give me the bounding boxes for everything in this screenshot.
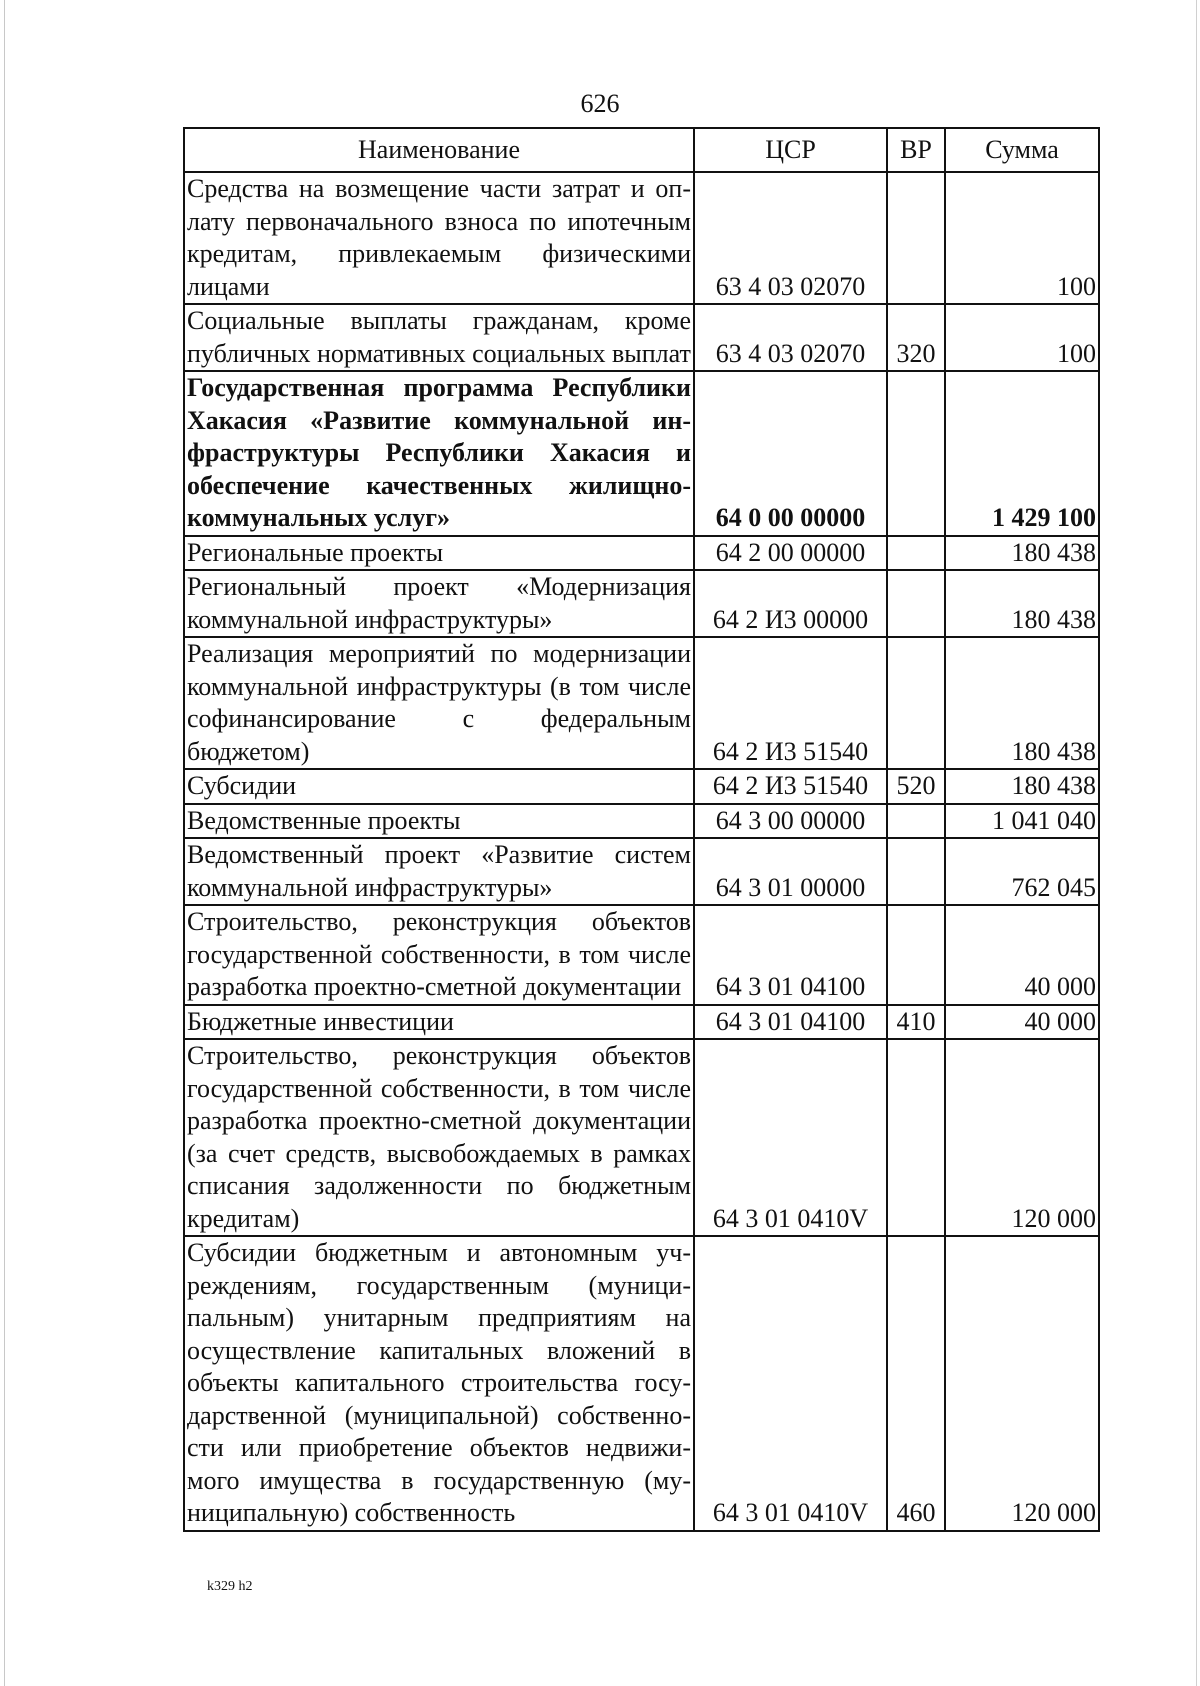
cell-csr: 64 3 01 04100 — [694, 905, 887, 1005]
cell-vr — [887, 1039, 945, 1236]
cell-sum: 120 000 — [945, 1236, 1099, 1531]
cell-vr — [887, 536, 945, 571]
cell-sum: 180 438 — [945, 769, 1099, 804]
cell-csr: 64 2 00 00000 — [694, 536, 887, 571]
header-row — [184, 128, 1099, 172]
cell-vr — [887, 905, 945, 1005]
table-row — [184, 371, 1099, 536]
cell-csr: 63 4 03 02070 — [694, 304, 887, 371]
footer-code: k329 h2 — [207, 1579, 253, 1594]
cell-csr: 64 3 01 0410V — [694, 1236, 887, 1531]
table-row — [184, 838, 1099, 905]
table-row — [184, 804, 1099, 839]
cell-vr — [887, 838, 945, 905]
header-name: Наименование — [184, 128, 694, 172]
cell-vr — [887, 172, 945, 304]
cell-sum: 180 438 — [945, 570, 1099, 637]
cell-sum: 100 — [945, 304, 1099, 371]
cell-csr: 64 0 00 00000 — [694, 371, 887, 536]
cell-vr: 410 — [887, 1005, 945, 1040]
page-number: 626 — [580, 89, 620, 118]
table-row — [184, 304, 1099, 371]
table-row — [184, 570, 1099, 637]
cell-sum: 1 041 040 — [945, 804, 1099, 839]
budget-table — [183, 127, 1100, 1532]
table-row — [184, 1236, 1099, 1531]
cell-sum: 120 000 — [945, 1039, 1099, 1236]
table-row — [184, 905, 1099, 1005]
cell-name: Региональный проект «Модернизация коммунальной инфраструктуры» — [184, 570, 694, 637]
cell-vr — [887, 637, 945, 769]
cell-csr: 64 3 01 0410V — [694, 1039, 887, 1236]
cell-name: Государственная программа Республики Хакасия «Развитие коммунальной инфраструктуры Республики Хакасия и обеспечение качественных жилищно-коммунальных услуг» — [184, 371, 694, 536]
table-row — [184, 637, 1099, 769]
scan-edge-left — [4, 0, 5, 1686]
cell-name: Ведомственные проекты — [184, 804, 694, 839]
table-row — [184, 172, 1099, 304]
cell-csr: 64 2 И3 51540 — [694, 769, 887, 804]
cell-sum: 180 438 — [945, 637, 1099, 769]
table-row — [184, 1005, 1099, 1040]
table-body — [184, 172, 1099, 1531]
cell-sum: 1 429 100 — [945, 371, 1099, 536]
cell-name: Реализация мероприятий по модернизации коммунальной инфраструктуры (в том числе софинансирование с федеральным бюджетом) — [184, 637, 694, 769]
scan-edge-right — [1196, 0, 1197, 1686]
cell-csr: 64 3 00 00000 — [694, 804, 887, 839]
table-row — [184, 1039, 1099, 1236]
cell-name: Социальные выплаты гражданам, кроме публичных нормативных социальных выплат — [184, 304, 694, 371]
cell-name: Строительство, реконструкция объектов государственной собственности, в том числе разработка проектно-сметной документации (за счет средств, высвобождаемых в рамках списания задолженности по бюджетным кредитам) — [184, 1039, 694, 1236]
header-vr: ВР — [887, 128, 945, 172]
table-row — [184, 769, 1099, 804]
cell-vr: 520 — [887, 769, 945, 804]
cell-name: Субсидии — [184, 769, 694, 804]
cell-csr: 64 2 И3 00000 — [694, 570, 887, 637]
cell-vr — [887, 371, 945, 536]
cell-csr: 63 4 03 02070 — [694, 172, 887, 304]
cell-sum: 762 045 — [945, 838, 1099, 905]
header-sum: Сумма — [945, 128, 1099, 172]
cell-vr — [887, 570, 945, 637]
cell-csr: 64 3 01 04100 — [694, 1005, 887, 1040]
cell-sum: 40 000 — [945, 1005, 1099, 1040]
table-row — [184, 536, 1099, 571]
cell-sum: 100 — [945, 172, 1099, 304]
cell-vr: 460 — [887, 1236, 945, 1531]
cell-name: Строительство, реконструкция объектов государственной собственности, в том числе разработка проектно-сметной документации — [184, 905, 694, 1005]
cell-csr: 64 3 01 00000 — [694, 838, 887, 905]
cell-sum: 40 000 — [945, 905, 1099, 1005]
cell-name: Субсидии бюджетным и автономным учреждениям, государственным (муниципальным) унитарным предприятиям на осуществление капитальных вложений в объекты капитального строительства государственной (муниципальной) собственности или приобретение объектов недвижимого имущества в государственную (муниципальную) собственность — [184, 1236, 694, 1531]
cell-name: Средства на возмещение части затрат и оплату первоначального взноса по ипотечным кредитам, привлекаемым физическими лицами — [184, 172, 694, 304]
cell-vr: 320 — [887, 304, 945, 371]
header-csr: ЦСР — [694, 128, 887, 172]
cell-name: Региональные проекты — [184, 536, 694, 571]
table-header — [184, 128, 1099, 172]
cell-sum: 180 438 — [945, 536, 1099, 571]
cell-csr: 64 2 И3 51540 — [694, 637, 887, 769]
cell-vr — [887, 804, 945, 839]
cell-name: Бюджетные инвестиции — [184, 1005, 694, 1040]
cell-name: Ведомственный проект «Развитие систем коммунальной инфраструктуры» — [184, 838, 694, 905]
